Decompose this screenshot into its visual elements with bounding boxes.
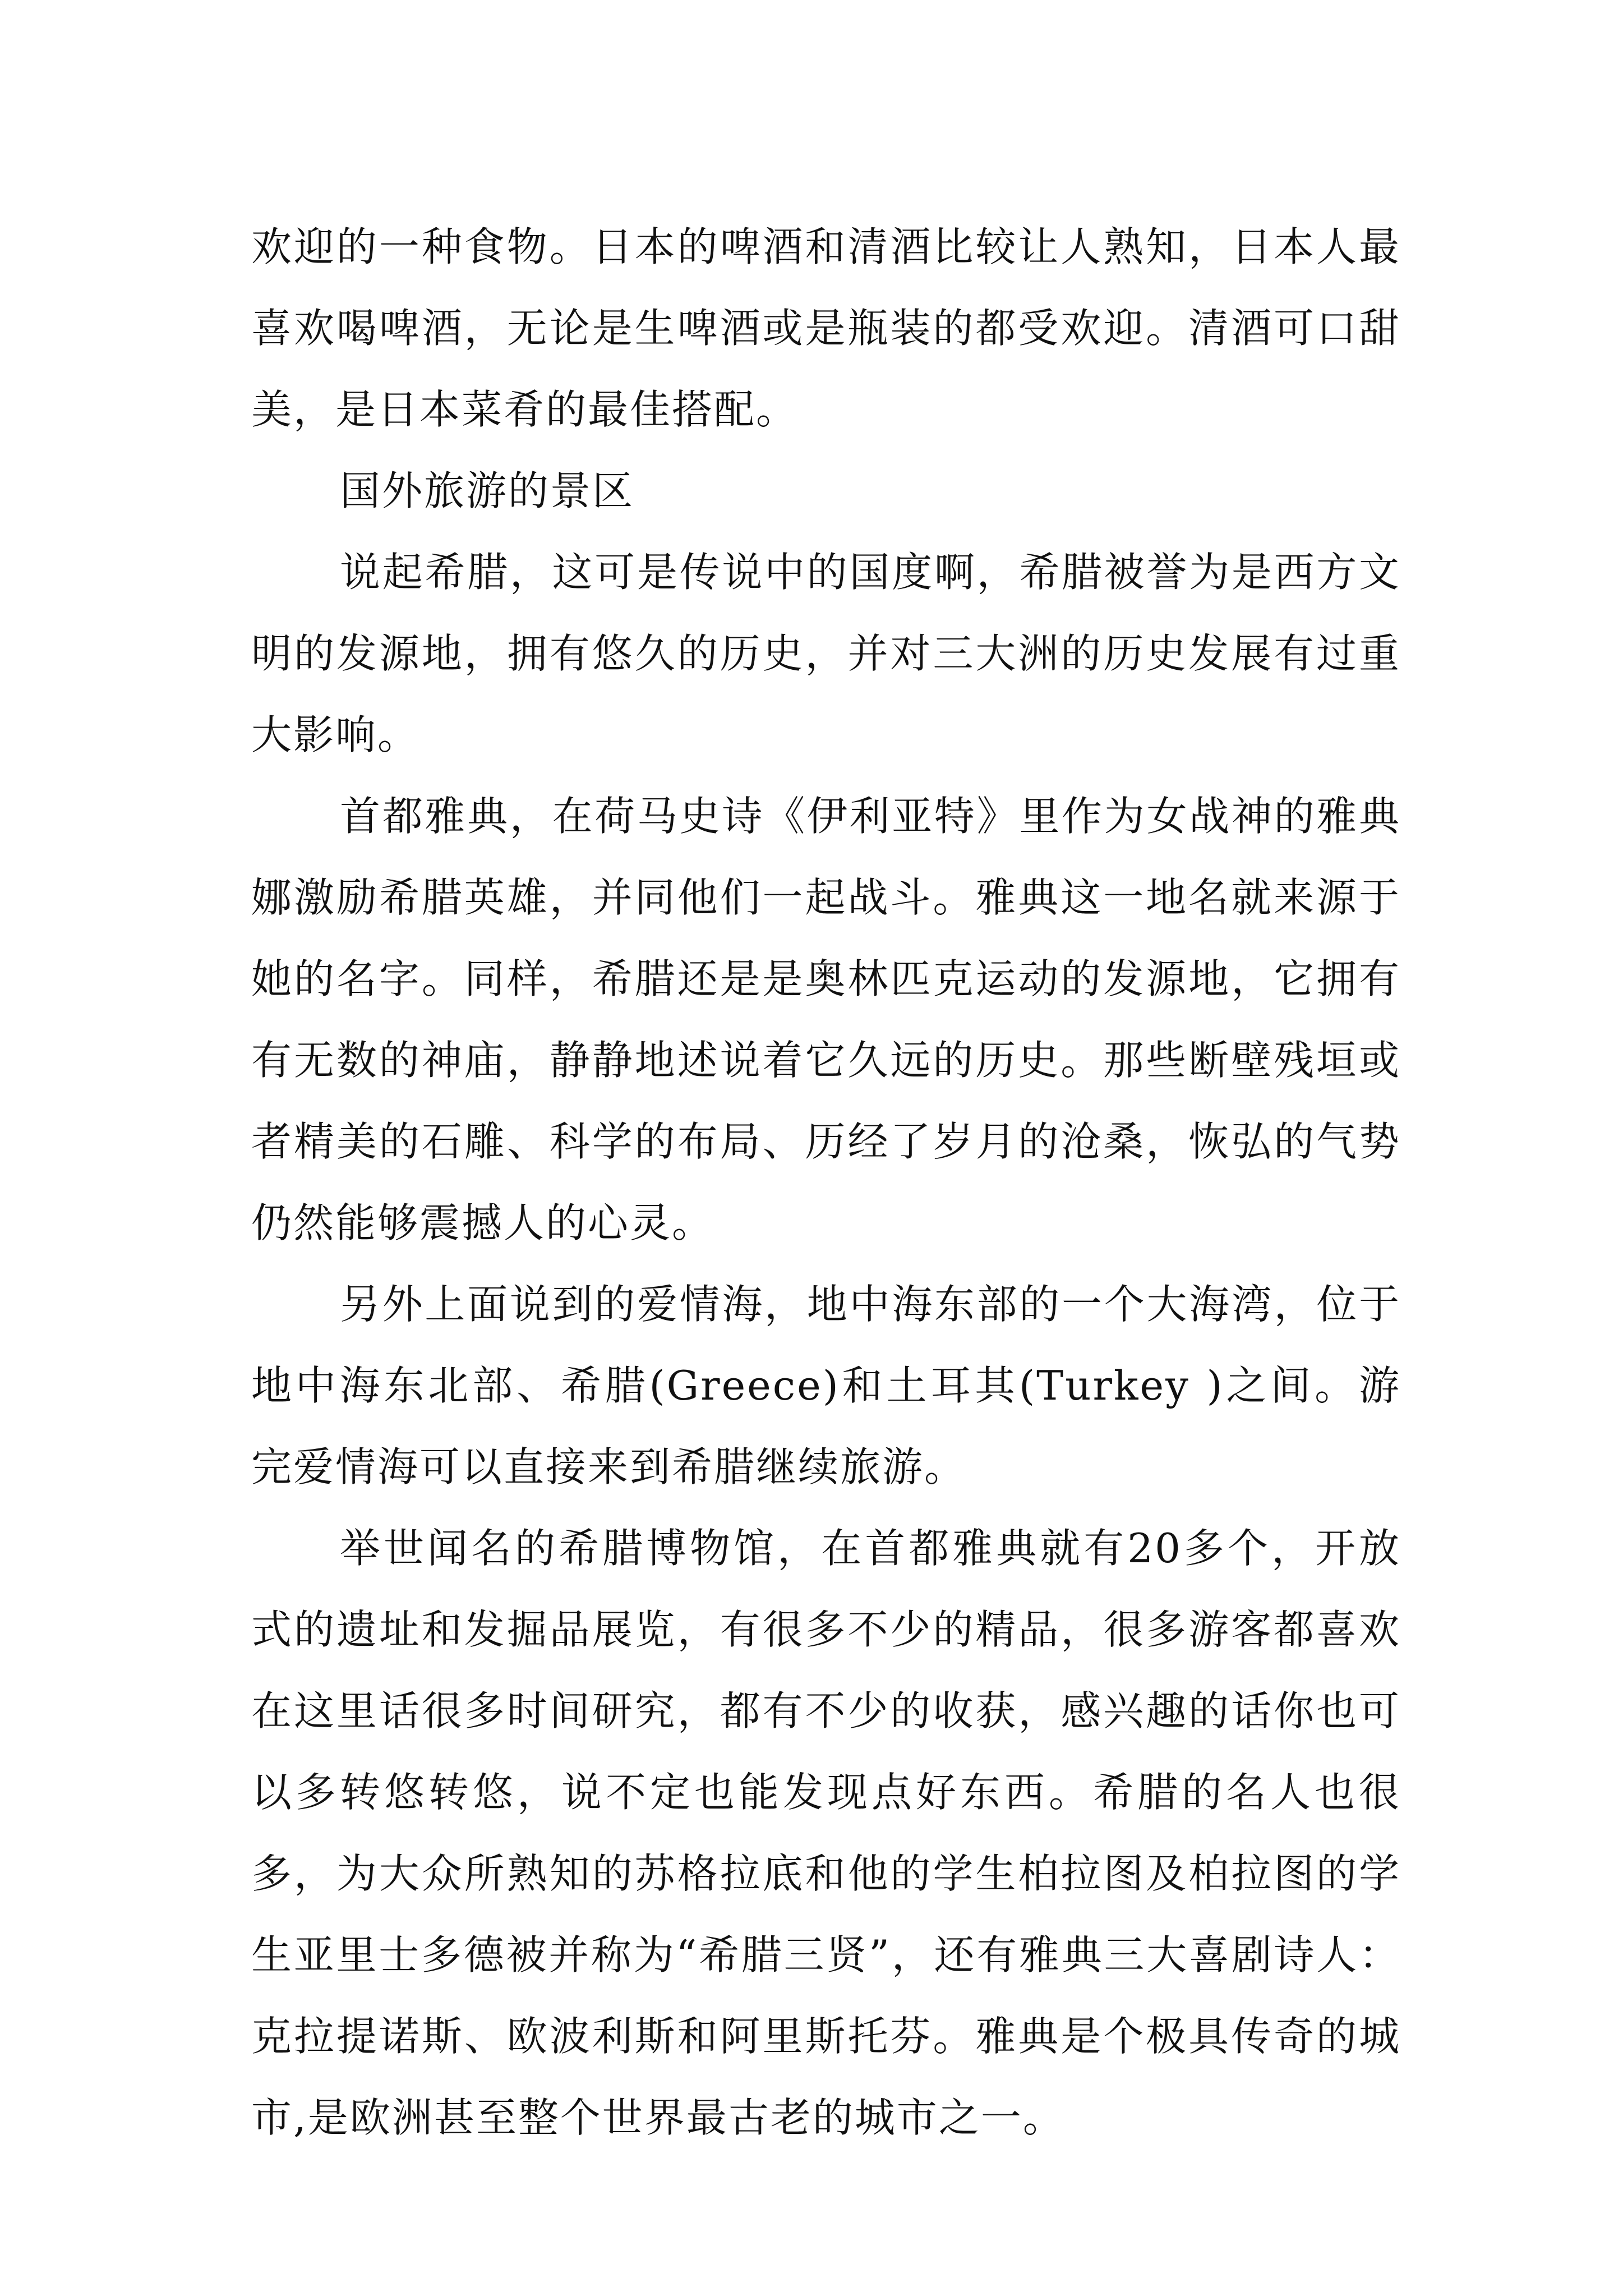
paragraph-museums: 举世闻名的希腊博物馆，在首都雅典就有20多个，开放式的遗址和发掘品展览，有很多不少的精品，很多游客都喜欢在这里话很多时间研究，都有不少的收获，感兴趣的话你也可以多转悠转悠，说不定也能发现点好东西。希腊的名人也很多，为大众所熟知的苏格拉底和他的学生柏拉图及柏拉图的学生亚里士多德被并称为“希腊三贤”，还有雅典三大喜剧诗人：克拉提诺斯、欧波利斯和阿里斯托芬。雅典是个极具传奇的城市,是欧洲甚至整个世界最古老的城市之一。 — [251, 1525, 1401, 2141]
paragraph-athens: 首都雅典，在荷马史诗《伊利亚特》里作为女战神的雅典娜激励希腊英雄，并同他们一起战斗。雅典这一地名就来源于她的名字。同样，希腊还是是奥林匹克运动的发源地，它拥有有无数的神庙，静静地述说着它久远的历史。那些断壁残垣或者精美的石雕、科学的布局、历经了岁月的沧桑，恢弘的气势仍然能够震撼人的心灵。 — [251, 793, 1401, 1246]
paragraph-aegean-sea: 另外上面说到的爱情海，地中海东部的一个大海湾，位于地中海东北部、希腊(Greece)和土耳其(Turkey )之间。游完爱情海可以直接来到希腊继续旅游。 — [251, 1281, 1401, 1490]
document-page — [251, 206, 1401, 2159]
section-heading: 国外旅游的景区 — [340, 467, 635, 514]
paragraph-greece-intro: 说起希腊，这可是传说中的国度啊，希腊被誉为是西方文明的发源地，拥有悠久的历史，并对三大洲的历史发展有过重大影响。 — [251, 549, 1401, 758]
paragraph-food: 欢迎的一种食物。日本的啤酒和清酒比较让人熟知，日本人最喜欢喝啤酒，无论是生啤酒或是瓶装的都受欢迎。清酒可口甜美，是日本菜肴的最佳搭配。 — [251, 223, 1401, 433]
